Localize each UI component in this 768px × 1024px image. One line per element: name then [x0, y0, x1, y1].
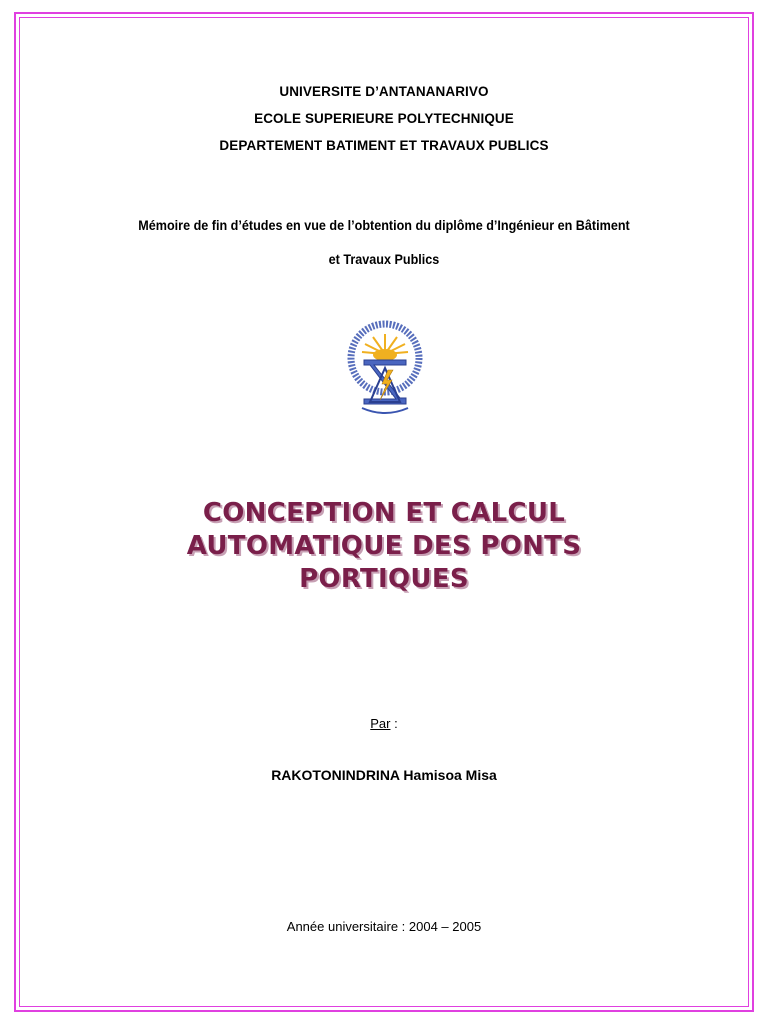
title-line-1: CONCEPTION ET CALCUL [202, 498, 566, 528]
par-text: Par [370, 716, 391, 731]
memoire-description [92, 208, 675, 276]
author-name [0, 767, 768, 783]
title-line-2: AUTOMATIQUE DES PONTS [186, 531, 582, 561]
school-name: ECOLE SUPERIEURE POLYTECHNIQUE [254, 111, 514, 126]
academic-year: Année universitaire : 2004 – 2005 [286, 919, 482, 934]
author-given-names: Hamisoa Misa [399, 767, 497, 783]
par-label [0, 716, 768, 731]
department-name: DEPARTEMENT BATIMENT ET TRAVAUX PUBLICS [219, 138, 549, 153]
memoire-line-2: et Travaux Publics [328, 251, 440, 267]
memoire-line-1: Mémoire de fin d’études en vue de l’obtention du diplôme d’Ingénieur en Bâtiment [138, 217, 630, 233]
par-suffix: : [390, 716, 398, 731]
university-name: UNIVERSITE D’ANTANANARIVO [279, 84, 489, 99]
thesis-title [0, 497, 768, 596]
author-surname: RAKOTONINDRINA [271, 767, 400, 783]
title-line-3: PORTIQUES [299, 564, 469, 594]
school-logo-icon [340, 318, 430, 418]
